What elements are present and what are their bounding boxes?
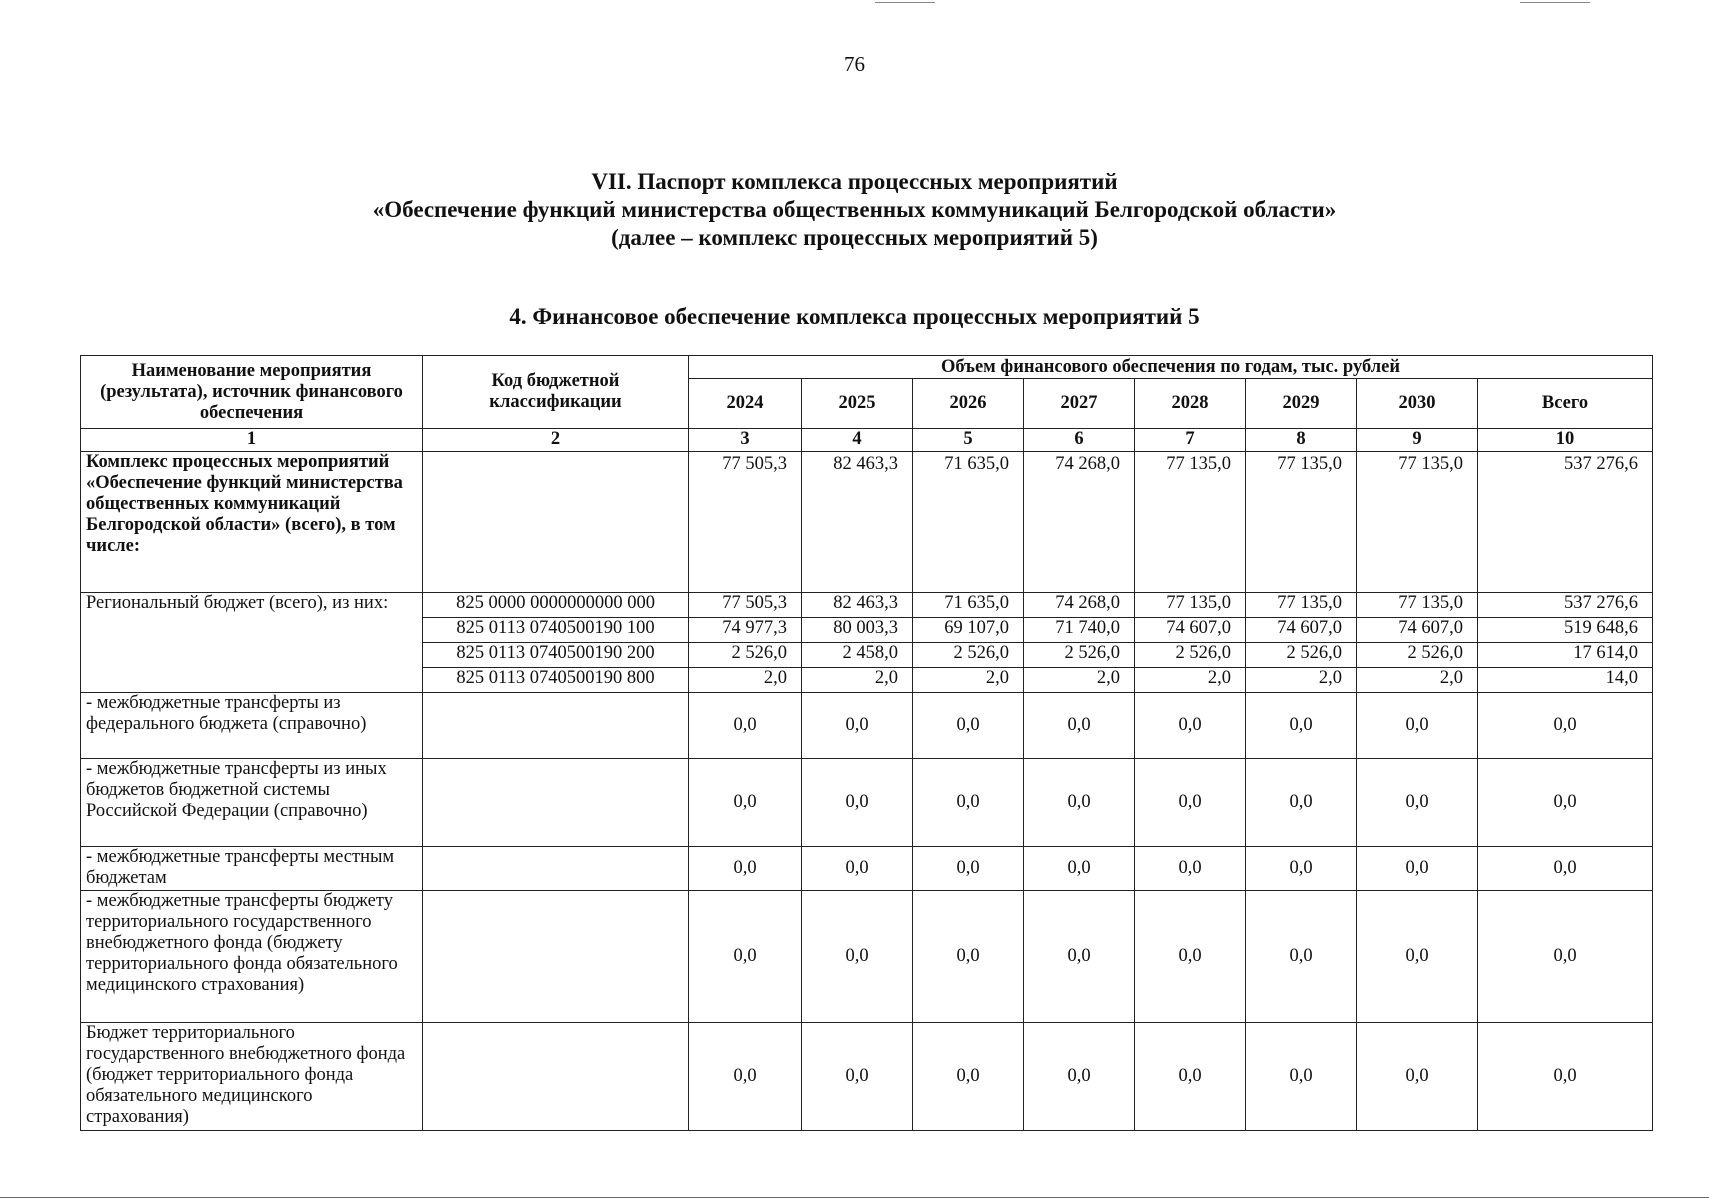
scan-edge-line-top (1520, 2, 1590, 3)
row-label: - межбюджетные трансферты из федерального бюджета (справочно) (81, 693, 423, 759)
column-index: 7 (1135, 429, 1246, 452)
row-label: Комплекс процессных мероприятий «Обеспечение функций министерства общественных коммуникаций Белгородской области» (всего), в том числе: (81, 452, 423, 593)
header-total: Всего (1478, 379, 1653, 429)
column-index: 1 (81, 429, 423, 452)
value-cell: 0,0 (1135, 891, 1246, 1023)
value-cell: 2,0 (689, 668, 802, 693)
value-cell: 77 135,0 (1357, 452, 1478, 593)
value-cell: 0,0 (802, 891, 913, 1023)
value-cell: 0,0 (1357, 759, 1478, 847)
value-cell: 77 135,0 (1246, 593, 1357, 618)
row-label: - межбюджетные трансферты из иных бюджетов бюджетной системы Российской Федерации (справочно) (81, 759, 423, 847)
value-cell: 2 526,0 (1246, 643, 1357, 668)
column-index: 8 (1246, 429, 1357, 452)
value-cell: 2 526,0 (1135, 643, 1246, 668)
value-cell: 74 607,0 (1357, 618, 1478, 643)
budget-code: 825 0113 0740500190 100 (423, 618, 689, 643)
header-year: 2028 (1135, 379, 1246, 429)
value-cell: 77 135,0 (1135, 452, 1246, 593)
total-cell: 0,0 (1478, 693, 1653, 759)
value-cell: 0,0 (913, 847, 1024, 891)
code-cell-empty (423, 891, 689, 1023)
value-cell: 0,0 (1357, 1023, 1478, 1131)
column-index: 4 (802, 429, 913, 452)
value-cell: 74 268,0 (1024, 452, 1135, 593)
value-cell: 0,0 (1024, 759, 1135, 847)
table-row-complex-total (81, 452, 1653, 593)
value-cell: 0,0 (1246, 693, 1357, 759)
value-cell: 82 463,3 (802, 593, 913, 618)
value-cell: 0,0 (1024, 891, 1135, 1023)
column-index: 5 (913, 429, 1024, 452)
value-cell: 0,0 (1135, 847, 1246, 891)
value-cell: 0,0 (689, 891, 802, 1023)
table-row-transfer (81, 847, 1653, 891)
value-cell: 0,0 (913, 891, 1024, 1023)
value-cell: 0,0 (913, 693, 1024, 759)
value-cell: 77 505,3 (689, 452, 802, 593)
column-index: 3 (689, 429, 802, 452)
total-cell: 0,0 (1478, 759, 1653, 847)
total-cell: 537 276,6 (1478, 452, 1653, 593)
value-cell: 82 463,3 (802, 452, 913, 593)
value-cell: 2 458,0 (802, 643, 913, 668)
value-cell: 0,0 (1135, 693, 1246, 759)
value-cell: 0,0 (913, 759, 1024, 847)
code-cell-empty (423, 759, 689, 847)
total-cell: 17 614,0 (1478, 643, 1653, 668)
value-cell: 0,0 (1024, 847, 1135, 891)
table-row-transfer (81, 693, 1653, 759)
value-cell: 0,0 (802, 1023, 913, 1131)
value-cell: 69 107,0 (913, 618, 1024, 643)
header-year: 2024 (689, 379, 802, 429)
budget-code: 825 0113 0740500190 200 (423, 643, 689, 668)
value-cell: 2 526,0 (913, 643, 1024, 668)
value-cell: 77 505,3 (689, 593, 802, 618)
value-cell: 2,0 (913, 668, 1024, 693)
page-number: 76 (844, 52, 865, 76)
value-cell: 0,0 (1135, 759, 1246, 847)
value-cell: 74 268,0 (1024, 593, 1135, 618)
value-cell: 74 977,3 (689, 618, 802, 643)
column-index: 9 (1357, 429, 1478, 452)
value-cell: 0,0 (689, 759, 802, 847)
header-volume: Объем финансового обеспечения по годам, тыс. рублей (689, 356, 1653, 379)
value-cell: 74 607,0 (1135, 618, 1246, 643)
value-cell: 80 003,3 (802, 618, 913, 643)
scan-edge-line-top (875, 2, 935, 3)
budget-code: 825 0000 0000000000 000 (423, 593, 689, 618)
value-cell: 0,0 (913, 1023, 1024, 1131)
budget-code: 825 0113 0740500190 800 (423, 668, 689, 693)
table-row-transfer (81, 891, 1653, 1023)
section-heading-line-3: (далее – комплекс процессных мероприятий 5) (611, 225, 1098, 250)
value-cell: 74 607,0 (1246, 618, 1357, 643)
code-cell-empty (423, 452, 689, 593)
value-cell: 71 635,0 (913, 593, 1024, 618)
table-row-transfer (81, 759, 1653, 847)
code-cell-empty (423, 847, 689, 891)
header-year: 2030 (1357, 379, 1478, 429)
value-cell: 2 526,0 (689, 643, 802, 668)
section-heading-line-1: VII. Паспорт комплекса процессных мероприятий (591, 169, 1118, 194)
table-row-transfer (81, 1023, 1653, 1131)
value-cell: 2,0 (1246, 668, 1357, 693)
value-cell: 71 740,0 (1024, 618, 1135, 643)
value-cell: 0,0 (689, 847, 802, 891)
header-year: 2027 (1024, 379, 1135, 429)
section-heading-line-2: «Обеспечение функций министерства общественных коммуникаций Белгородской области» (372, 197, 1337, 222)
value-cell: 77 135,0 (1135, 593, 1246, 618)
total-cell: 0,0 (1478, 847, 1653, 891)
value-cell: 77 135,0 (1357, 593, 1478, 618)
row-label: Бюджет территориального государственного внебюджетного фонда (бюджет территориального фонда обязательного медицинского страхования) (81, 1023, 423, 1131)
column-index-row (81, 429, 1653, 452)
value-cell: 2 526,0 (1024, 643, 1135, 668)
header-name: Наименование мероприятия (результата), источник финансового обеспечения (81, 356, 423, 429)
value-cell: 0,0 (802, 759, 913, 847)
row-label: - межбюджетные трансферты местным бюджетам (81, 847, 423, 891)
table-row-regional (81, 593, 1653, 618)
header-row-1 (81, 356, 1653, 379)
row-label: - межбюджетные трансферты бюджету территориального государственного внебюджетного фонда (бюджету территориального фонда обязательного медицинского страхования) (81, 891, 423, 1023)
header-year: 2029 (1246, 379, 1357, 429)
column-index: 10 (1478, 429, 1653, 452)
value-cell: 0,0 (1357, 847, 1478, 891)
value-cell: 0,0 (1357, 693, 1478, 759)
column-index: 6 (1024, 429, 1135, 452)
header-year: 2025 (802, 379, 913, 429)
section-heading (0, 168, 1709, 252)
value-cell: 0,0 (1024, 1023, 1135, 1131)
value-cell: 0,0 (689, 693, 802, 759)
scan-edge-line-bottom (0, 1197, 1709, 1198)
value-cell: 2,0 (1024, 668, 1135, 693)
column-index: 2 (423, 429, 689, 452)
value-cell: 2,0 (802, 668, 913, 693)
value-cell: 0,0 (1246, 847, 1357, 891)
value-cell: 0,0 (1357, 891, 1478, 1023)
value-cell: 2 526,0 (1357, 643, 1478, 668)
value-cell: 0,0 (1135, 1023, 1246, 1131)
header-year: 2026 (913, 379, 1024, 429)
code-cell-empty (423, 693, 689, 759)
total-cell: 0,0 (1478, 891, 1653, 1023)
value-cell: 0,0 (1024, 693, 1135, 759)
value-cell: 0,0 (802, 693, 913, 759)
table-title: 4. Финансовое обеспечение комплекса процессных мероприятий 5 (509, 304, 1200, 329)
value-cell: 0,0 (1246, 1023, 1357, 1131)
value-cell: 2,0 (1135, 668, 1246, 693)
value-cell: 71 635,0 (913, 452, 1024, 593)
value-cell: 0,0 (1246, 759, 1357, 847)
value-cell: 2,0 (1357, 668, 1478, 693)
value-cell: 0,0 (1246, 891, 1357, 1023)
total-cell: 14,0 (1478, 668, 1653, 693)
value-cell: 0,0 (689, 1023, 802, 1131)
financing-table (80, 355, 1653, 1131)
header-code: Код бюджетной классификации (423, 356, 689, 429)
total-cell: 0,0 (1478, 1023, 1653, 1131)
code-cell-empty (423, 1023, 689, 1131)
value-cell: 0,0 (802, 847, 913, 891)
total-cell: 519 648,6 (1478, 618, 1653, 643)
value-cell: 77 135,0 (1246, 452, 1357, 593)
row-label: Региональный бюджет (всего), из них: (81, 593, 423, 693)
total-cell: 537 276,6 (1478, 593, 1653, 618)
